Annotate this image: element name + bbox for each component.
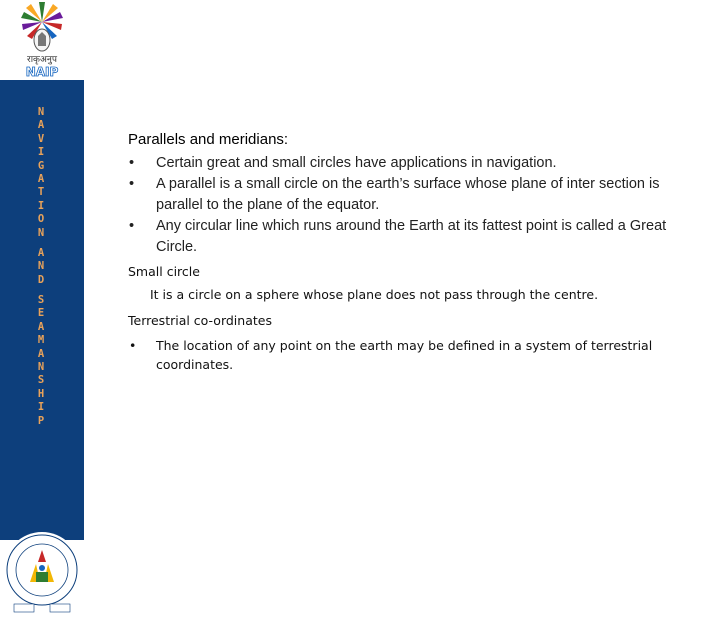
list-item	[128, 174, 688, 216]
sidebar-word: S E A M A N S H I P	[37, 294, 45, 427]
bullet-icon: •	[129, 176, 135, 192]
bullet-icon: •	[129, 155, 135, 171]
bullet-icon: •	[129, 338, 137, 353]
hindi-logo-text: राकृअनुप	[27, 55, 57, 65]
list-item-text: Any circular line which runs around the Earth at its fattest point is called a Great Circle.	[156, 218, 667, 255]
list-item	[128, 216, 688, 258]
page-title: Parallels and meridians:	[128, 131, 289, 148]
list-item-text: Certain great and small circles have applications in navigation.	[156, 155, 557, 171]
sidebar-word-gap	[32, 240, 50, 247]
sidebar-word-gap	[32, 287, 50, 294]
list-item-text: The location of any point on the earth may be defined in a system of terrestrial coordinates.	[156, 338, 653, 372]
sidebar-word: N A V I G A T I O N	[37, 106, 45, 239]
sidebar-word: A N D	[37, 246, 45, 286]
list-item-text: A parallel is a small circle on the earth’s surface whose plane of inter section is parallel to the plane of the equator.	[156, 176, 660, 213]
naip-logo-text: NAIP	[25, 65, 59, 79]
sidebar-title	[32, 106, 50, 428]
college-seal-logo	[0, 524, 84, 620]
slide-content	[128, 130, 688, 374]
sidebar	[0, 80, 84, 540]
list-item	[128, 153, 688, 174]
emblem-icon	[34, 29, 50, 51]
bullet-icon: •	[129, 218, 135, 234]
naip-logo	[0, 0, 84, 80]
terrestrial-heading: Terrestrial co-ordinates	[128, 313, 272, 328]
small-circle-heading: Small circle	[128, 264, 200, 279]
small-circle-definition: It is a circle on a sphere whose plane does not pass through the centre.	[150, 287, 599, 302]
list-item	[128, 336, 688, 374]
